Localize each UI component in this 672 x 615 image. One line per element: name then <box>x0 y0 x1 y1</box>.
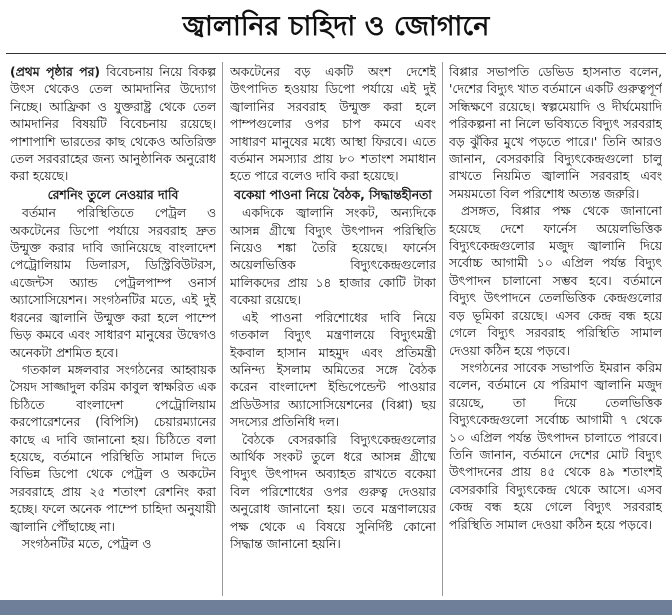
paragraph: বর্তমান পরিস্থিতিতে পেট্রল ও অকটেনের ডিপো পর্যায়ে সরবরাহ দ্রুত উন্মুক্ত করার দাবি জানিয়েছে বাংলাদেশ পেট্রোলিয়াম ডিলারস, ডিস্ট্রিবিউটরস, এজেন্টস অ্যান্ড পেট্রলপাম্প ওনার্স অ্যাসোসিয়েশন। সংগঠনটির মতে, এই দুই ধরনের জ্বালানি উন্মুক্ত করা হলে পাম্পে ভিড় কমবে এবং সাধারণ মানুষের উদ্বেগও অনেকটা প্রশমিত হবে। <box>10 206 216 360</box>
paragraph: একদিকে জ্বালানি সংকট, অন্যদিকে আসন্ন গ্রীষ্মে বিদ্যুৎ উৎপাদন পরিস্থিতি নিয়েও শঙ্কা তৈরি হয়েছে। ফার্নেস অয়েলভিত্তিক বিদ্যুৎকেন্দ্রগুলোর মালিকদের প্রায় ১৪ হাজার কোটি টাকা বকেয়া রয়েছে। <box>230 206 436 308</box>
paragraph: প্রসঙ্গত, বিপ্পার পক্ষ থেকে জানানো হয়েছে দেশে ফার্নেস অয়েলভিত্তিক বিদ্যুৎকেন্দ্রগুলোর মজুদ জ্বালানি দিয়ে সর্বোচ্চ আগামী ১০ এপ্রিল পর্যন্ত বিদ্যুৎ উৎপাদন চালানো সম্ভব হবে। বর্তমানে বিদ্যুৎ উৎপাদনে তেলভিত্তিক কেন্দ্রগুলোর বড় ভূমিকা রয়েছে। এসব কেন্দ্র বন্ধ হয়ে গেলে বিদ্যুৎ সরবরাহ পরিস্থিতি সামাল দেওয়া কঠিন হয়ে পড়বে। <box>449 204 662 358</box>
paragraph: অকটেনের বড় একটি অংশ দেশেই উৎপাদিত হওয়ায় ডিপো পর্যায়ে এই দুই জ্বালানির সরবরাহ উন্মুক্ত করা হলে পাম্পগুলোর ওপর চাপ কমবে এবং সাধারণ মানুষের মধ্যে আস্থা ফিরবে। এতে বর্তমান সমস্যার প্রায় ৮০ শতাংশ সমাধান হতে পারে বলেও দাবি করা হয়েছে। <box>230 65 436 184</box>
paragraph: বিপ্পার সভাপতি ডেভিড হাসনাত বলেন, 'দেশের বিদ্যুৎ খাত বর্তমানে একটি গুরুত্বপূর্ণ সন্ধিক্ষণে রয়েছে। স্বল্পমেয়াদি ও দীর্ঘমেয়াদি পরিকল্পনা না নিলে ভবিষ্যতে বিদ্যুৎ সরবরাহ বড় ঝুঁকির মুখে পড়তে পারে।' তিনি আরও জানান, বেসরকারি বিদ্যুৎকেন্দ্রগুলো চালু রাখতে নিয়মিত জ্বালানি সরবরাহ এবং সময়মতো বিল পরিশোধ অত্যন্ত জরুরি। <box>449 65 662 201</box>
article-headline: জ্বালানির চাহিদা ও জোগানে <box>182 11 490 42</box>
column-divider <box>222 62 223 596</box>
paragraph: এই পাওনা পরিশোধের দাবি নিয়ে গতকাল বিদ্যুৎ মন্ত্রণালয়ে বিদ্যুৎমন্ত্রী ইকবাল হাসান মাহমুদ এবং প্রতিমন্ত্রী অনিন্দ্য ইসলাম অমিতের সঙ্গে বৈঠক করেন বাংলাদেশ ইন্ডিপেন্ডেন্ট পাওয়ার প্রডিউসার অ্যাসোসিয়েশনের (বিপ্পা) ছয় সদস্যের প্রতিনিধি দল। <box>230 310 436 430</box>
subheading-rationing: রেশনিং তুলে নেওয়ার দাবি <box>47 187 179 202</box>
paragraph-text: বিবেচনায় নিয়ে বিকল্প উৎস থেকেও তেল আমদানির উদ্যোগ নিচ্ছে। আফ্রিকা ও যুক্তরাষ্ট্র থেকে তেল আমদানির বিষয়টি বিবেচনায় রয়েছে। পাশাপাশি ভারতের কাছ থেকেও অতিরিক্ত তেল সরবরাহের জন্য আনুষ্ঠানিক অনুরোধ করা হয়েছে। <box>10 65 216 184</box>
paragraph: বৈঠকে বেসরকারি বিদ্যুৎকেন্দ্রগুলোর আর্থিক সংকট তুলে ধরে আসন্ন গ্রীষ্মে বিদ্যুৎ উৎপাদন অব্যাহত রাখতে বকেয়া বিল পরিশোধের ওপর গুরুত্ব দেওয়ার অনুরোধ জানানো হয়। তবে মন্ত্রণালয়ের পক্ষ থেকে এ বিষয়ে সুনির্দিষ্ট কোনো সিদ্ধান্ত জানানো হয়নি। <box>230 432 436 551</box>
paragraph <box>10 64 216 186</box>
article-column-2 <box>230 64 436 594</box>
article-column-1 <box>10 64 216 594</box>
paragraph: সংগঠনের সাবেক সভাপতি ইমরান করিম বলেন, বর্তমানে যে পরিমাণ জ্বালানি মজুদ রয়েছে, তা দিয়ে তেলভিত্তিক বিদ্যুৎকেন্দ্রগুলো সর্বোচ্চ আগামী ৭ থেকে ১০ এপ্রিল পর্যন্ত উৎপাদন চালাতে পারবে। তিনি জানান, বর্তমানে দেশের মোট বিদ্যুৎ উৎপাদনের প্রায় ৪৫ থেকে ৪৯ শতাংশই বেসরকারি বিদ্যুৎকেন্দ্র থেকে আসে। এসব কেন্দ্র বন্ধ হয়ে গেলে বিদ্যুৎ সরবরাহ পরিস্থিতি সামাল দেওয়া কঠিন হয়ে পড়বে। <box>449 360 662 532</box>
paragraph: গতকাল মঙ্গলবার সংগঠনের আহ্বায়ক সৈয়দ সাজ্জাদুল করিম কাবুল স্বাক্ষরিত এক চিঠিতে বাংলাদেশ পেট্রোলিয়াম করপোরেশনের (বিপিসি) চেয়ারম্যানের কাছে এ দাবি জানানো হয়। চিঠিতে বলা হয়েছে, বর্তমানে পরিস্থিতি সামাল দিতে বিভিন্ন ডিপো থেকে পেট্রল ও অকটেন সরবরাহে প্রায় ২৫ শতাংশ রেশনিং করা হচ্ছে। ফলে অনেক পাম্পে চাহিদা অনুযায়ী জ্বালানি পৌঁছাচ্ছে না। <box>10 362 216 534</box>
bottom-bar <box>0 600 672 615</box>
article-column-3 <box>449 64 662 594</box>
continuation-label: (প্রথম পৃষ্ঠার পর) <box>10 65 100 79</box>
headline-rule <box>6 53 666 54</box>
subheading-dues-meeting: বকেয়া পাওনা নিয়ে বৈঠক, সিদ্ধান্তহীনতা <box>234 187 432 202</box>
column-divider <box>442 62 443 596</box>
paragraph: সংগঠনটির মতে, পেট্রল ও <box>22 536 152 551</box>
